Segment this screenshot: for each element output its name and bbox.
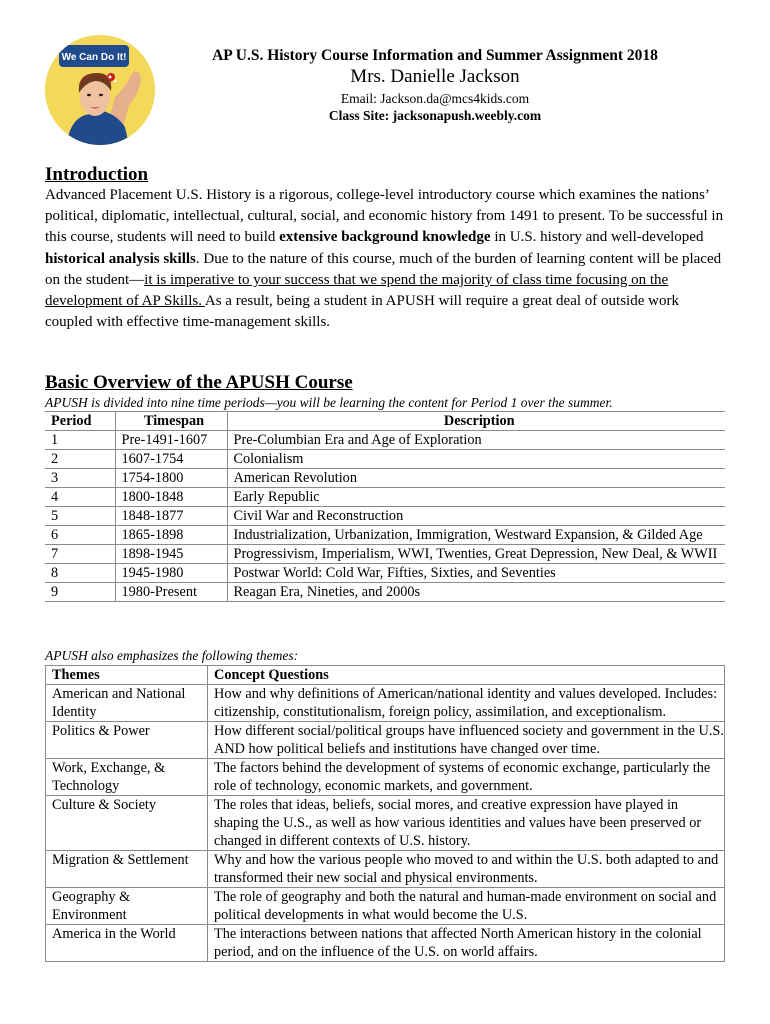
periods-table [45, 411, 725, 602]
intro-bold-2: historical analysis skills [45, 250, 196, 267]
concept-cell: The interactions between nations that affected North American history in the colonial period, and on the influence of the U.S. on world affairs. [208, 925, 725, 962]
description-cell: Progressivism, Imperialism, WWI, Twenties, Great Depression, New Deal, & WWII [227, 545, 725, 564]
concept-cell: How different social/political groups have influenced society and government in the U.S. AND how political beliefs and institutions have changed over time. [208, 722, 725, 759]
table-row [45, 583, 725, 602]
timespan-cell: 1754-1800 [115, 469, 227, 488]
themes-header-theme: Themes [46, 666, 208, 685]
periods-header-row [45, 412, 725, 431]
description-cell: Pre-Columbian Era and Age of Exploration [227, 431, 725, 450]
concept-cell: The factors behind the development of systems of economic exchange, particularly the role of technology, economic markets, and government. [208, 759, 725, 796]
description-cell: Colonialism [227, 450, 725, 469]
document-header [160, 46, 710, 124]
period-cell: 9 [45, 583, 115, 602]
description-cell: Reagan Era, Nineties, and 2000s [227, 583, 725, 602]
intro-bold-1: extensive background knowledge [279, 229, 491, 246]
table-row [45, 545, 725, 564]
table-row [46, 925, 725, 962]
table-row [45, 507, 725, 526]
table-row [45, 564, 725, 583]
period-cell: 6 [45, 526, 115, 545]
theme-cell: Geography & Environment [46, 888, 208, 925]
intro-text-2: in U.S. history and well-developed [490, 229, 704, 246]
description-cell: Postwar World: Cold War, Fifties, Sixties, and Seventies [227, 564, 725, 583]
table-row [46, 851, 725, 888]
themes-caption: APUSH also emphasizes the following themes: [45, 648, 299, 663]
introduction-heading: Introduction [45, 164, 149, 185]
overview-caption: APUSH is divided into nine time periods—you will be learning the content for Period 1 over the summer. [45, 395, 613, 410]
concept-cell: How and why definitions of American/national identity and values developed. Includes: citizenship, constitutionalism, foreign policy, assimilation, and exceptionalism. [208, 685, 725, 722]
periods-header-description: Description [227, 412, 725, 431]
period-cell: 8 [45, 564, 115, 583]
table-row [46, 796, 725, 851]
teacher-name: Mrs. Danielle Jackson [350, 66, 520, 87]
intro-underlined: it is imperative to your success that we spend the majority of class time focusing on the development of AP Skills. [45, 271, 669, 310]
period-cell: 2 [45, 450, 115, 469]
concept-cell: The roles that ideas, beliefs, social mores, and creative expression have played in shaping the U.S., as well as how various identities and values have been preserved or changed in different contexts of U.S. history. [208, 796, 725, 851]
description-cell: Early Republic [227, 488, 725, 507]
themes-header-questions: Concept Questions [208, 666, 725, 685]
theme-cell: Work, Exchange, & Technology [46, 759, 208, 796]
timespan-cell: 1865-1898 [115, 526, 227, 545]
rosie-riveter-logo [45, 35, 155, 145]
table-row [45, 431, 725, 450]
timespan-cell: 1800-1848 [115, 488, 227, 507]
table-row [46, 722, 725, 759]
period-cell: 3 [45, 469, 115, 488]
table-row [46, 888, 725, 925]
intro-text-3: . Due to the nature of this course, much of the burden of learning content will be placed on the student— [45, 250, 722, 288]
description-cell: Industrialization, Urbanization, Immigration, Westward Expansion, & Gilded Age [227, 526, 725, 545]
period-cell: 5 [45, 507, 115, 526]
introduction-paragraph [45, 185, 730, 333]
periods-header-period: Period [45, 412, 115, 431]
timespan-cell: Pre-1491-1607 [115, 431, 227, 450]
description-cell: Civil War and Reconstruction [227, 507, 725, 526]
table-row [45, 450, 725, 469]
theme-cell: Migration & Settlement [46, 851, 208, 888]
theme-cell: American and National Identity [46, 685, 208, 722]
teacher-email: Email: Jackson.da@mcs4kids.com [340, 91, 530, 106]
logo-caption: We Can Do It! [61, 52, 127, 63]
timespan-cell: 1945-1980 [115, 564, 227, 583]
themes-table [45, 665, 725, 962]
table-row [45, 469, 725, 488]
timespan-cell: 1980-Present [115, 583, 227, 602]
concept-cell: The role of geography and both the natural and human-made environment on social and political developments in what would become the U.S. [208, 888, 725, 925]
concept-cell: Why and how the various people who moved to and within the U.S. both adapted to and transformed their new social and physical environments. [208, 851, 725, 888]
document-title: AP U.S. History Course Information and Summer Assignment 2018 [212, 47, 658, 64]
themes-header-row [46, 666, 725, 685]
table-row [46, 759, 725, 796]
theme-cell: Culture & Society [46, 796, 208, 851]
class-site: Class Site: jacksonapush.weebly.com [328, 108, 542, 123]
timespan-cell: 1607-1754 [115, 450, 227, 469]
intro-text-4: As a result, being a student in APUSH will require a great deal of outside work coupled with effective time-management skills. [45, 293, 679, 331]
description-cell: American Revolution [227, 469, 725, 488]
period-cell: 1 [45, 431, 115, 450]
table-row [45, 526, 725, 545]
theme-cell: Politics & Power [46, 722, 208, 759]
timespan-cell: 1848-1877 [115, 507, 227, 526]
intro-text-1: Advanced Placement U.S. History is a rigorous, college-level introductory course which examines the nations’ political, diplomatic, intellectual, cultural, social, and economic history from 1491 to present. To be successful in this course, students will need to build [45, 187, 724, 246]
theme-cell: America in the World [46, 925, 208, 962]
rosie-logo-image [45, 35, 155, 145]
timespan-cell: 1898-1945 [115, 545, 227, 564]
table-row [45, 488, 725, 507]
periods-header-timespan: Timespan [115, 412, 227, 431]
period-cell: 4 [45, 488, 115, 507]
table-row [46, 685, 725, 722]
overview-heading: Basic Overview of the APUSH Course [45, 372, 353, 393]
period-cell: 7 [45, 545, 115, 564]
